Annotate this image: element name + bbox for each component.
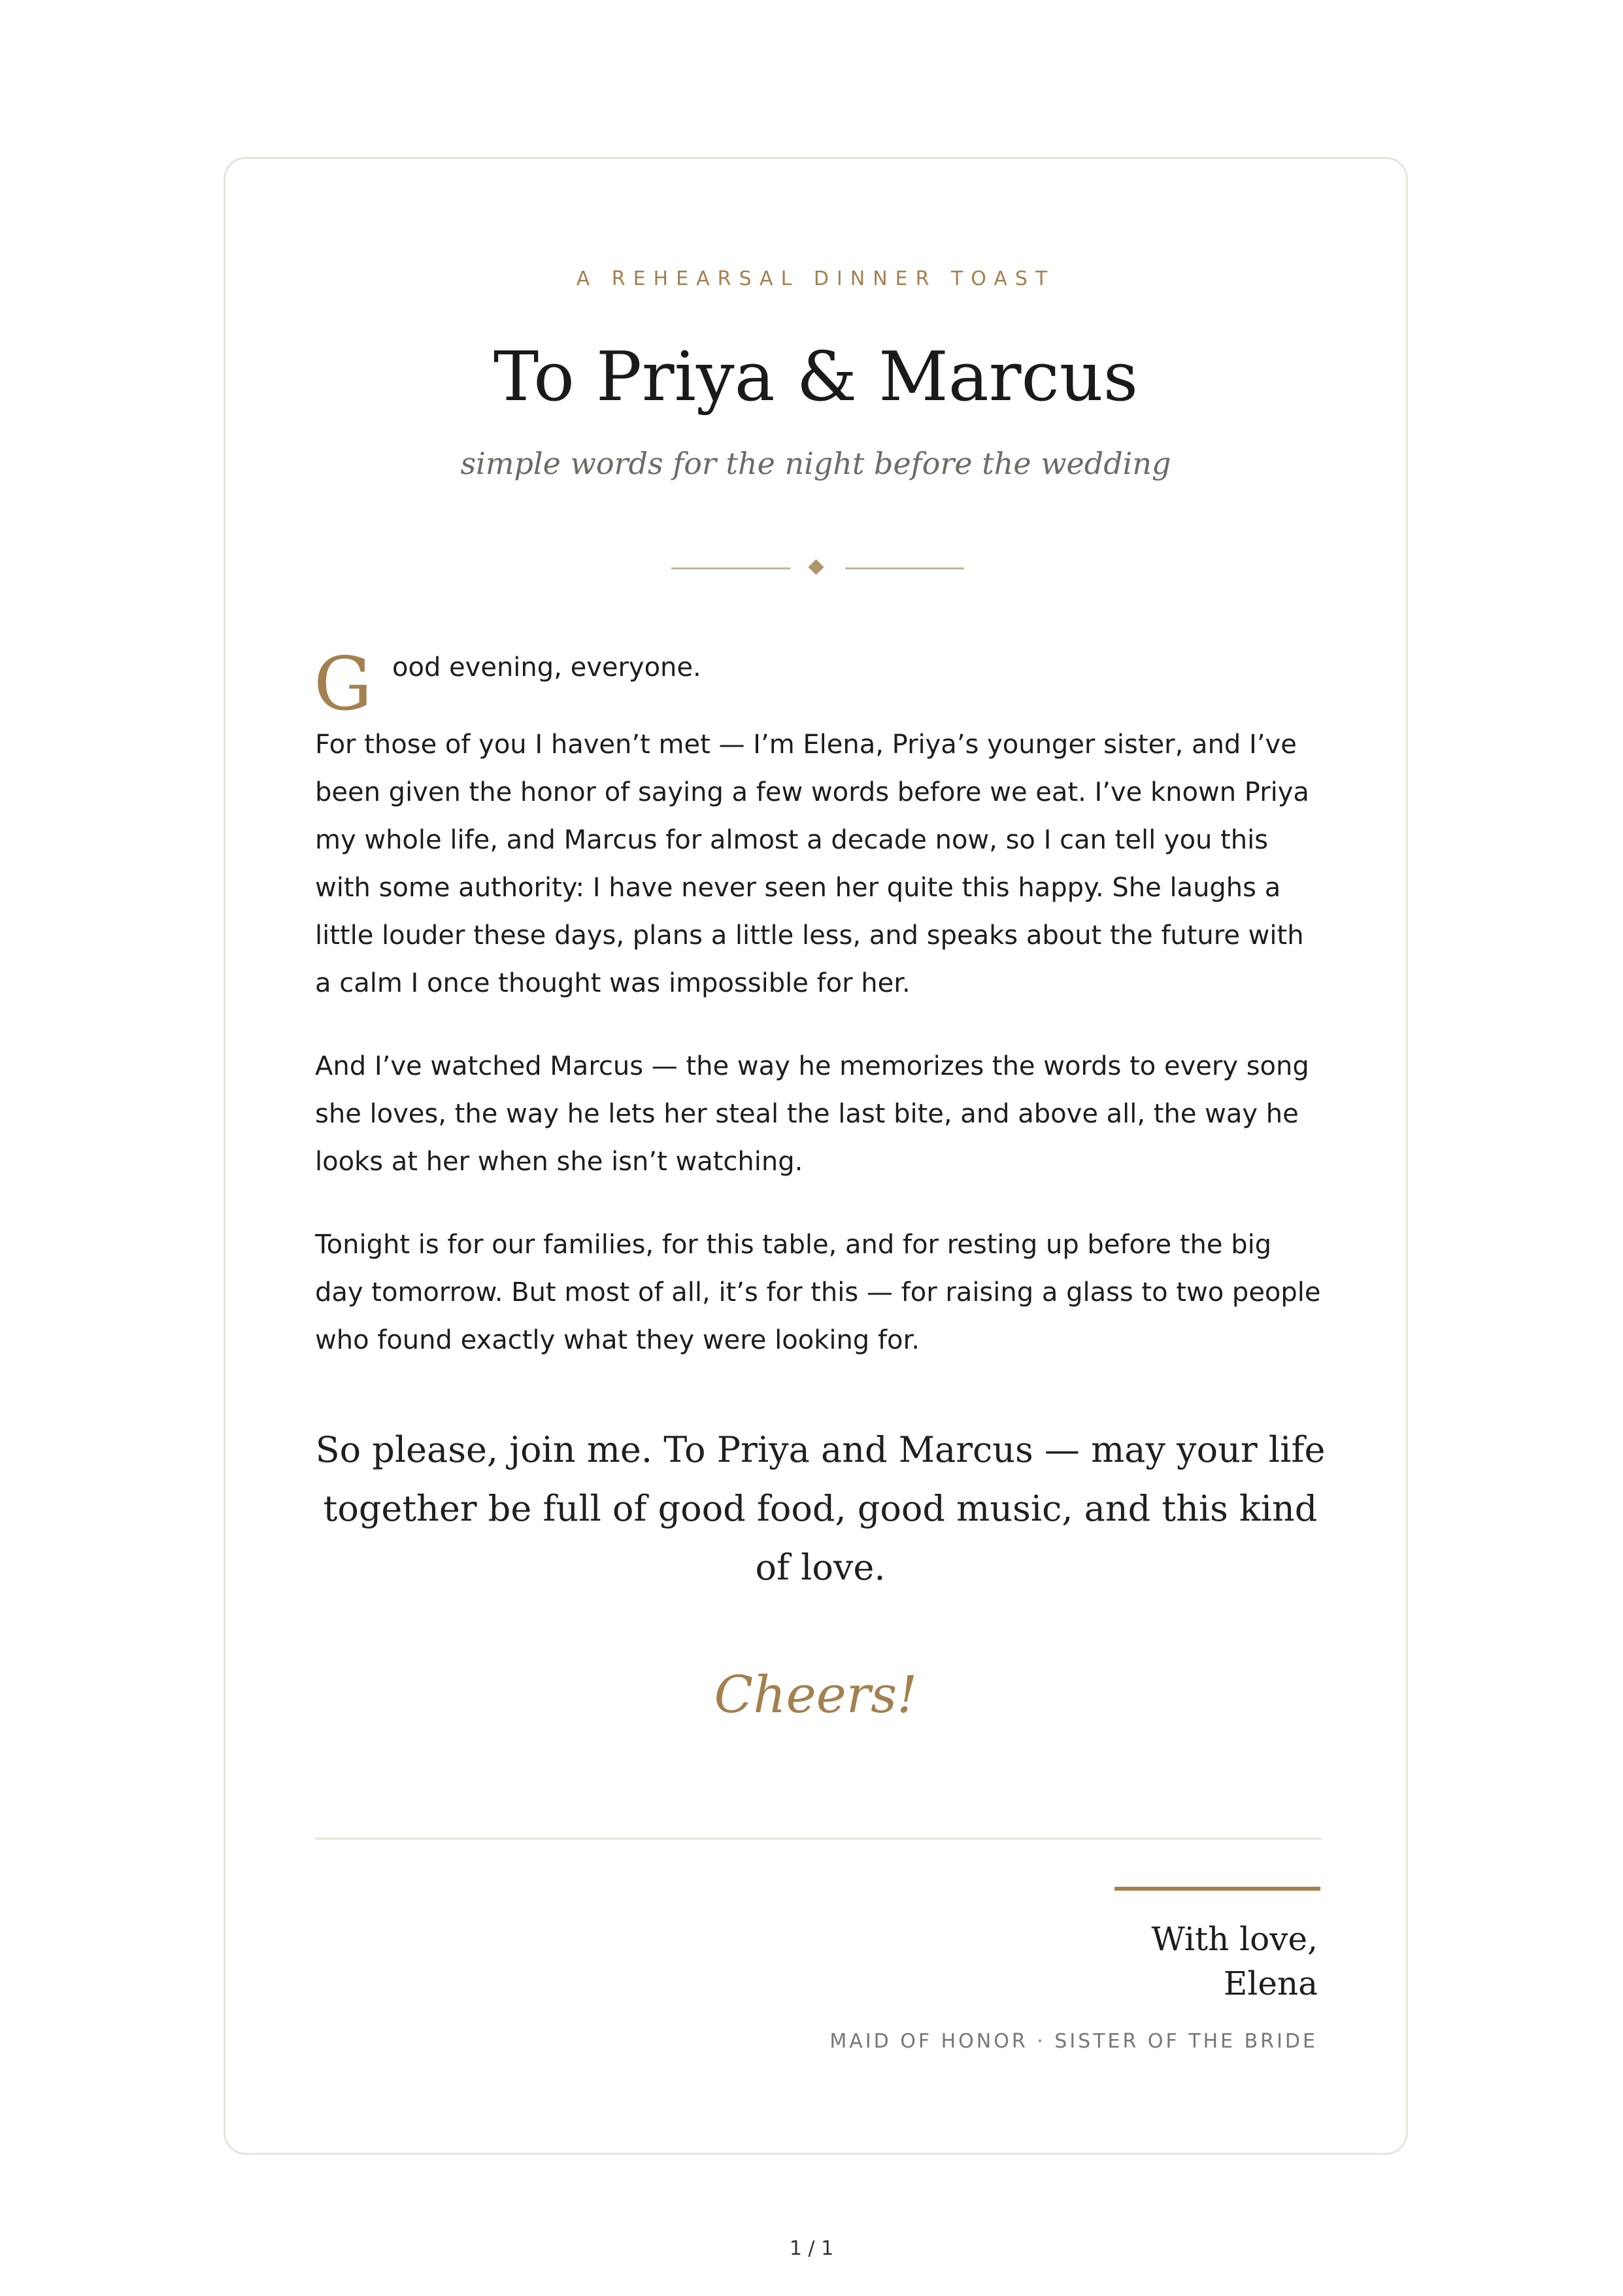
signature-name: Elena [1223,1965,1318,2002]
paragraph-tonight: Tonight is for our families, for this table, and for resting up before the big day tomorrow. But most of all, it’s for this — for raising a glass to two people who found exactly what they were looking for. [315,1230,1321,1355]
signature-closing: With love, [1151,1920,1318,1958]
closing-toast: So please, join me. To Priya and Marcus — may your life together be full of good food, good music, and this kind of love. [315,1429,1326,1588]
signature-role: MAID OF HONOR · SISTER OF THE BRIDE [829,2030,1318,2053]
paragraph-marcus: And I’ve watched Marcus — the way he memorizes the words to every song she loves, the way he lets her steal the last bite, and above all, the way he looks at her when she isn’t watching. [315,1051,1309,1177]
signature-accent-line [1114,1887,1320,1891]
drop-cap: G [314,642,373,727]
cheers-line: Cheers! [714,1666,918,1725]
ornament-line-right [845,567,964,569]
eyebrow-label: A REHEARSAL DINNER TOAST [576,267,1056,290]
ornament-line-left [671,567,790,569]
toast-card [224,157,1408,2155]
opening-line: ood evening, everyone. [392,652,701,683]
page-title: To Priya & Marcus [493,337,1139,416]
page-number: 1 / 1 [789,2237,834,2260]
paragraph-introduction: For those of you I haven’t met — I’m Elena, Priya’s younger sister, and I’ve been given the honor of saying a few words before we eat. I’ve known Priya my whole life, and Marcus for almost a decade now, so I can tell you this with some authority: I have never seen her quite this happy. She laughs a little louder these days, plans a little less, and speaks about the future with a calm I once thought was impossible for her. [315,730,1309,998]
page-subtitle: simple words for the night before the wedding [460,446,1171,481]
diamond-icon [808,559,824,575]
ornament-divider [226,555,1406,581]
footer-divider [315,1838,1322,1840]
